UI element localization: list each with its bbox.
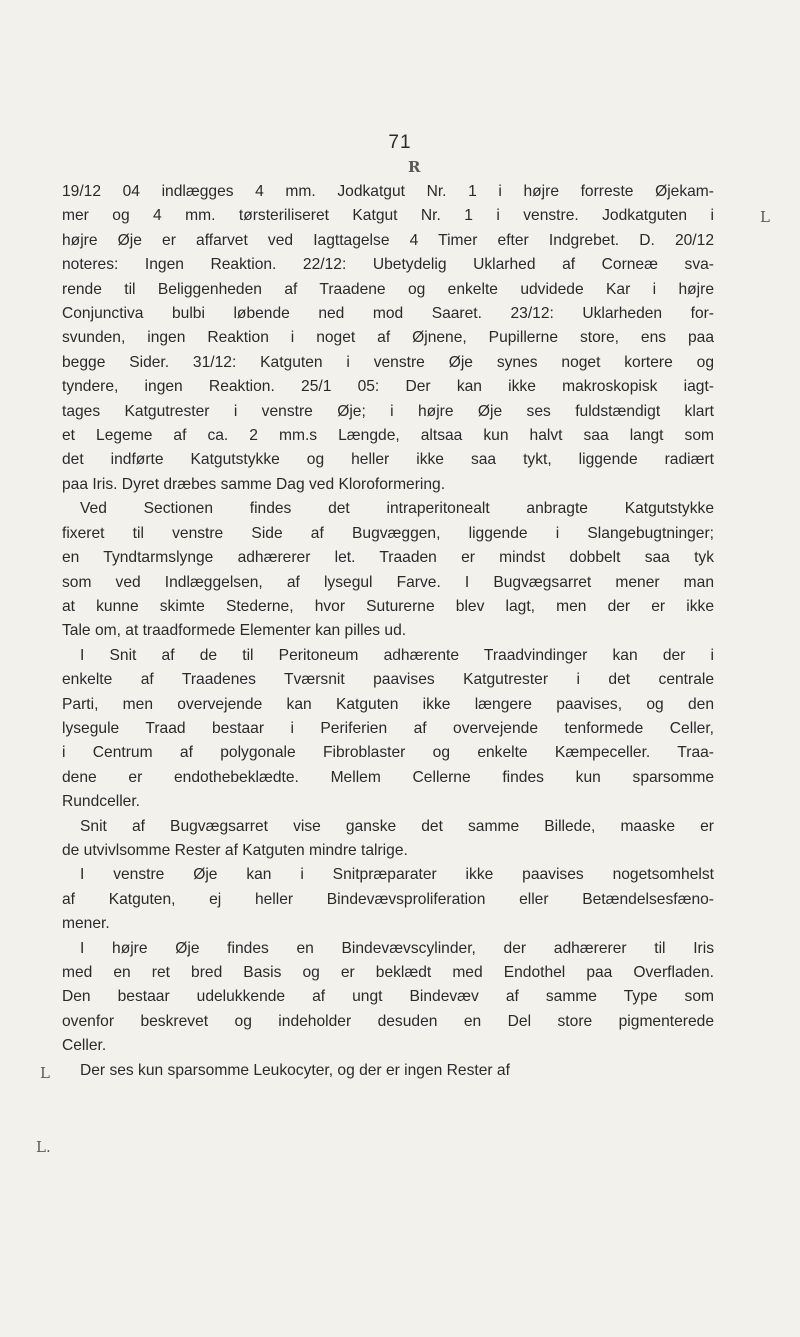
text-line: rende til Beliggenheden af Traadene og enkelte udvidede Kar i højre bbox=[62, 280, 714, 298]
text-line: noteres: Ingen Reaktion. 22/12: Ubetydelig Uklarhed af Corneæ sva- bbox=[62, 256, 714, 274]
text-line: I højre Øje findes en Bindevævscylinder, der adhærerer til Iris bbox=[80, 939, 714, 957]
text-line: Der ses kun sparsomme Leukocyter, og der er ingen Rester af bbox=[80, 1061, 510, 1079]
text-line: højre Øje er affarvet ved Iagttagelse 4 Timer efter Indgrebet. D. 20/12 bbox=[62, 231, 714, 249]
text-line: Parti, men overvejende kan Katguten ikke længere paavises, og den bbox=[62, 695, 714, 713]
text-line: med en ret bred Basis og er beklædt med Endothel paa Overfladen. bbox=[62, 964, 714, 981]
margin-mark-left-1: L bbox=[40, 1064, 50, 1082]
text-line: mer og 4 mm. tørsteriliseret Katgut Nr. 1 i venstre. Jodkatguten i bbox=[62, 207, 714, 225]
text-line: Rundceller. bbox=[62, 793, 141, 811]
text-line: de utvivlsomme Rester af Katguten mindre talrige. bbox=[62, 841, 408, 859]
text-line: enkelte af Traadenes Tværsnit paavises Katgutrester i det centrale bbox=[62, 671, 714, 689]
text-line: mener. bbox=[62, 915, 110, 933]
text-line: svunden, ingen Reaktion i noget af Øjnene, Pupillerne store, ens paa bbox=[62, 329, 714, 347]
text-line: dene er endothebeklædte. Mellem Cellerne findes kun sparsomme bbox=[62, 768, 714, 786]
text-line: Conjunctiva bulbi løbende ned mod Saaret. 23/12: Uklarheden for- bbox=[62, 305, 714, 323]
text-line: I venstre Øje kan i Snitpræparater ikke paavises nogetsomhelst bbox=[80, 866, 714, 884]
text-line: begge Sider. 31/12: Katguten i venstre Øje synes noget kortere og bbox=[62, 353, 714, 371]
text-line: tages Katgutrester i venstre Øje; i højre Øje ses fuldstændigt klart bbox=[62, 402, 714, 420]
text-line: ovenfor beskrevet og indeholder desuden en Del store pigmenterede bbox=[62, 1012, 714, 1030]
text-line: Celler. bbox=[62, 1037, 107, 1055]
margin-mark-top: R bbox=[408, 158, 421, 176]
text-line: Ved Sectionen findes det intraperitonealt anbragte Katgutstykke bbox=[80, 500, 714, 518]
text-line: paa Iris. Dyret dræbes samme Dag ved Kloroformering. bbox=[62, 475, 446, 493]
text-line: i Centrum af polygonale Fibroblaster og enkelte Kæmpeceller. Traa- bbox=[62, 744, 714, 762]
text-line: en Tyndtarmslynge adhærerer let. Traaden er mindst dobbelt saa tyk bbox=[62, 549, 714, 567]
text-line: Tale om, at traadformede Elementer kan pilles ud. bbox=[62, 622, 407, 640]
text-line: Snit af Bugvægsarret vise ganske det samme Billede, maaske er bbox=[80, 817, 714, 835]
text-line: lysegule Traad bestaar i Periferien af overvejende tenformede Celler, bbox=[62, 719, 714, 737]
text-line: tyndere, ingen Reaktion. 25/1 05: Der kan ikke makroskopisk iagt- bbox=[62, 378, 714, 396]
text-line: I Snit af de til Peritoneum adhærente Traadvindinger kan der i bbox=[80, 646, 714, 664]
text-line: Den bestaar udelukkende af ungt Bindevæv af samme Type som bbox=[62, 988, 714, 1006]
text-line: fixeret til venstre Side af Bugvæggen, liggende i Slangebugtninger; bbox=[62, 524, 714, 542]
text-line: 19/12 04 indlægges 4 mm. Jodkatgut Nr. 1 i højre forreste Øjekam- bbox=[62, 183, 714, 200]
body-text bbox=[62, 180, 714, 1083]
text-line: af Katguten, ej heller Bindevævsproliferation eller Betændelsesfæno- bbox=[62, 890, 714, 908]
text-line: det indførte Katgutstykke og heller ikke saa tykt, liggende radiært bbox=[62, 451, 714, 469]
text-line: at kunne skimte Stederne, hvor Suturerne blev lagt, men der er ikke bbox=[62, 597, 714, 615]
text-line: som ved Indlæggelsen, af lysegul Farve. I Bugvægsarret mener man bbox=[62, 573, 714, 591]
margin-mark-left-2: L. bbox=[36, 1138, 51, 1156]
page-number: 71 bbox=[388, 132, 412, 153]
margin-mark-right: L bbox=[760, 208, 770, 226]
text-line: et Legeme af ca. 2 mm.s Længde, altsaa kun halvt saa langt som bbox=[62, 427, 714, 445]
